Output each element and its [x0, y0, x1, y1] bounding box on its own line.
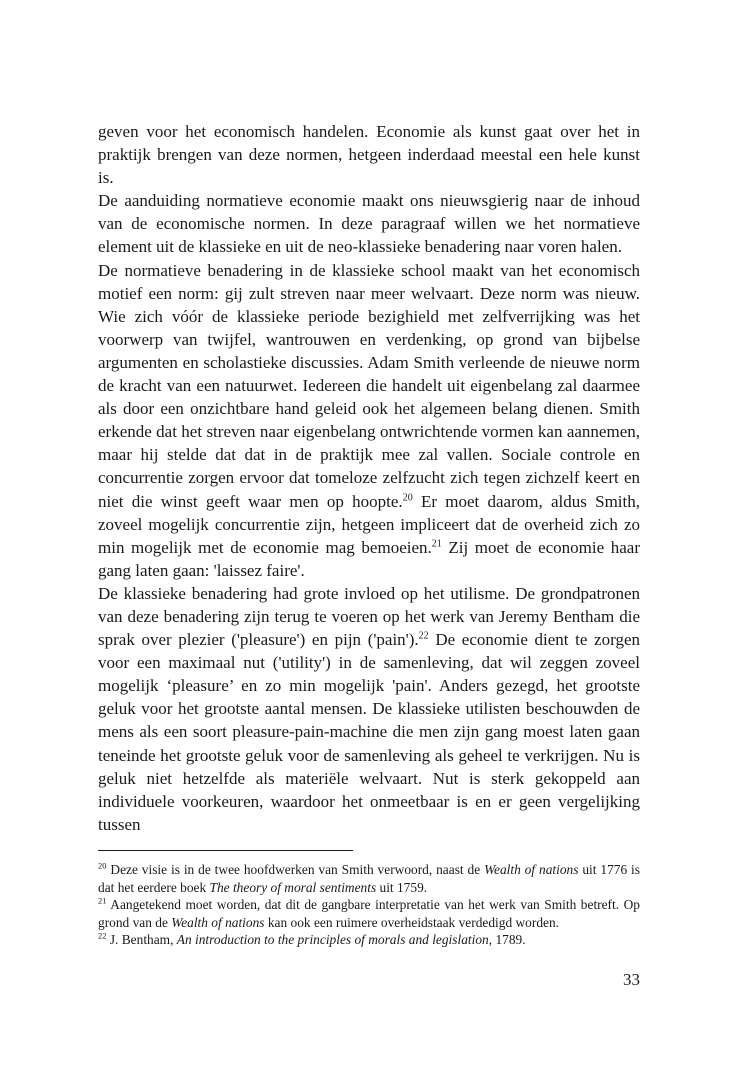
footnote-separator: [98, 850, 353, 851]
footnote-number: 20: [98, 860, 107, 871]
paragraph-2-text: De aanduiding normatieve economie maakt ons nieuwsgierig naar de inhoud van de economische normen. In deze paragraaf willen we het normatieve element uit de klassieke en uit de neo-klassieke benadering naar voren halen.: [98, 191, 640, 257]
paragraph-3: [98, 259, 640, 582]
footnotes: [98, 861, 640, 949]
footnote-text: uit 1759.: [376, 879, 428, 895]
footnote-text: Aangetekend moet worden, dat dit de gangbare interpretatie van het werk van Smith betreft. Op grond van de: [98, 897, 640, 930]
footnote-text: , 1789.: [488, 932, 526, 948]
paragraph-1-text: geven voor het economisch handelen. Economie als kunst gaat over het in praktijk brengen van deze normen, hetgeen inderdaad meestal een hele kunst is.: [98, 122, 640, 188]
footnote-ref-21[interactable]: 21: [431, 538, 442, 550]
footnote-title-italic: Wealth of nations: [171, 914, 265, 930]
footnote-20: [98, 861, 640, 896]
page-content: [98, 120, 640, 949]
footnote-ref-20[interactable]: 20: [402, 491, 413, 503]
footnote-title-italic: Wealth of nations: [484, 861, 579, 877]
footnote-number: 21: [98, 895, 107, 906]
paragraph-3-text-a: De normatieve benadering in de klassieke school maakt van het economisch motief een norm: gij zult streven naar meer welvaart. Deze norm was nieuw. Wie zich vóór de klassieke periode bezighield met zelfverrijking was het voorwerp van twijfel, wantrouwen en verdenking, op grond van bijbelse argumenten en scholastieke discussies. Adam Smith verleende de nieuwe norm de kracht van een natuurwet. Iedereen die handelt uit eigenbelang zal daarmee als door een onzichtbare hand geleid ook het algemeen belang dienen. Smith erkende dat het streven naar eigenbelang ontwrichtende vormen kan aannemen, maar hij stelde dat dat in de praktijk mee zal vallen. Sociale controle en concurrentie zorgen ervoor dat tomeloze zelfzucht zich tegen zichzelf keert en niet die winst geeft waar men op hoopte.: [98, 260, 640, 511]
footnote-text: J. Bentham,: [106, 932, 177, 948]
body-text: [98, 120, 640, 836]
footnote-text: kan ook een ruimere overheidstaak verdedigd worden.: [264, 914, 559, 930]
paragraph-1: [98, 120, 640, 189]
paragraph-4-text-b: De economie dient te zorgen voor een maximaal nut ('utility') in de samenleving, dat wil zeggen zoveel mogelijk ‘pleasure’ en zo min mogelijk 'pain'. Anders gezegd, het grootste geluk voor het grootste aantal mensen. De klassieke utilisten beschouwden de mens als een soort pleasure-pain-machine die men zijn gang moest laten gaan teneinde het grootste geluk voor de samenleving als geheel te verkrijgen. Nu is geluk niet hetzelfde als materiële welvaart. Nut is sterk gekoppeld aan individuele voorkeuren, waardoor het onmeetbaar is en er geen vergelijking tussen: [98, 630, 640, 834]
footnote-text: uit 1776 is dat het eerdere boek: [98, 861, 640, 895]
page-number: 33: [623, 970, 640, 989]
footnote-text: Deze visie is in de twee hoofdwerken van Smith verwoord, naast de: [106, 861, 485, 877]
paragraph-2: [98, 189, 640, 258]
paragraph-3-text-b: Er moet daarom, aldus Smith, zoveel mogelijk concurrentie zijn, hetgeen impliceert dat de overheid zich zo min mogelijk met de economie mag bemoeien.: [98, 491, 640, 557]
paragraph-4-text-a: De klassieke benadering had grote invloed op het utilisme. De grondpatronen van deze benadering zijn terug te voeren op het werk van Jeremy Bentham die sprak over plezier ('pleasure') en pijn ('pain').: [98, 583, 640, 650]
paragraph-4: [98, 582, 640, 836]
footnote-title-italic: An introduction to the principles of morals and legislation: [176, 932, 489, 948]
footnote-number: 22: [98, 930, 107, 941]
footnote-ref-22[interactable]: 22: [418, 630, 429, 642]
footnote-21: [98, 896, 640, 931]
footnote-title-italic: The theory of moral sentiments: [209, 879, 377, 895]
paragraph-3-text-c: Zij moet de economie haar gang laten gaan: 'laissez faire'.: [98, 537, 641, 580]
footnote-22: [98, 931, 640, 949]
